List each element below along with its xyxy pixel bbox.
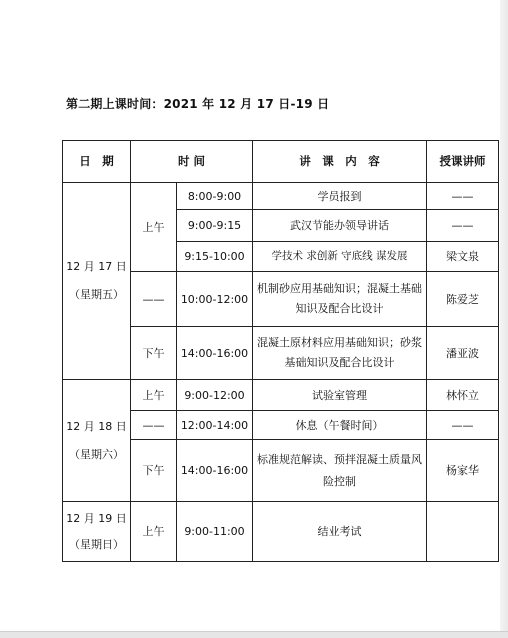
bottom-strip	[0, 631, 508, 638]
weekday-text: （星期六）	[69, 447, 124, 461]
date-cell	[63, 183, 131, 380]
content-cell: 学员报到	[253, 183, 427, 210]
period-cell: 上午	[131, 380, 177, 411]
table-header-row	[63, 141, 499, 183]
time-cell: 9:15-10:00	[177, 242, 253, 272]
content-cell: 混凝土原材料应用基础知识；砂浆基础知识及配合比设计	[253, 327, 427, 380]
schedule-heading: 第二期上课时间：2021 年 12 月 17 日-19 日	[66, 97, 330, 111]
content-cell: 结业考试	[253, 502, 427, 562]
lecturer-cell: 潘亚波	[427, 327, 499, 380]
content-cell: 机制砂应用基础知识；混凝土基础知识及配合比设计	[253, 272, 427, 327]
weekday-text: （星期五）	[69, 288, 124, 301]
lecturer-cell: ——	[427, 210, 499, 242]
period-cell: 下午	[131, 440, 177, 502]
time-cell: 14:00-16:00	[177, 327, 253, 380]
date-text: 12 月 17 日	[66, 260, 127, 273]
period-cell: 上午	[131, 502, 177, 562]
lecturer-cell: 陈爱芝	[427, 272, 499, 327]
date-text: 12 月 19 日	[66, 511, 127, 525]
time-cell: 9:00-9:15	[177, 210, 253, 242]
period-cell: 下午	[131, 327, 177, 380]
date-cell	[63, 380, 131, 502]
table-row	[63, 183, 499, 210]
period-cell: 上午	[131, 183, 177, 272]
lecturer-cell: 梁文泉	[427, 242, 499, 272]
content-cell: 休息（午餐时间）	[253, 411, 427, 440]
page-edge	[500, 0, 508, 638]
content-cell: 标准规范解读、预拌混凝土质量风险控制	[253, 440, 427, 502]
lecturer-cell	[427, 502, 499, 562]
content-cell: 试验室管理	[253, 380, 427, 411]
time-cell: 9:00-12:00	[177, 380, 253, 411]
period-cell: ——	[131, 411, 177, 440]
schedule-table	[62, 140, 499, 562]
time-cell: 12:00-14:00	[177, 411, 253, 440]
content-cell: 学技术 求创新 守底线 谋发展	[253, 242, 427, 272]
time-cell: 8:00-9:00	[177, 183, 253, 210]
header-lecturer: 授课讲师	[427, 141, 499, 183]
date-cell	[63, 502, 131, 562]
header-time: 时 间	[131, 141, 253, 183]
header-date: 日 期	[63, 141, 131, 183]
lecturer-cell: ——	[427, 411, 499, 440]
lecturer-cell: ——	[427, 183, 499, 210]
lecturer-cell: 杨家华	[427, 440, 499, 502]
lecturer-cell: 林怀立	[427, 380, 499, 411]
period-cell: ——	[131, 272, 177, 327]
time-cell: 14:00-16:00	[177, 440, 253, 502]
table-row	[63, 502, 499, 562]
time-cell: 9:00-11:00	[177, 502, 253, 562]
header-content: 讲 课 内 容	[253, 141, 427, 183]
date-text: 12 月 18 日	[66, 419, 127, 433]
weekday-text: （星期日）	[69, 537, 124, 551]
table-row	[63, 380, 499, 411]
content-cell: 武汉节能办领导讲话	[253, 210, 427, 242]
time-cell: 10:00-12:00	[177, 272, 253, 327]
